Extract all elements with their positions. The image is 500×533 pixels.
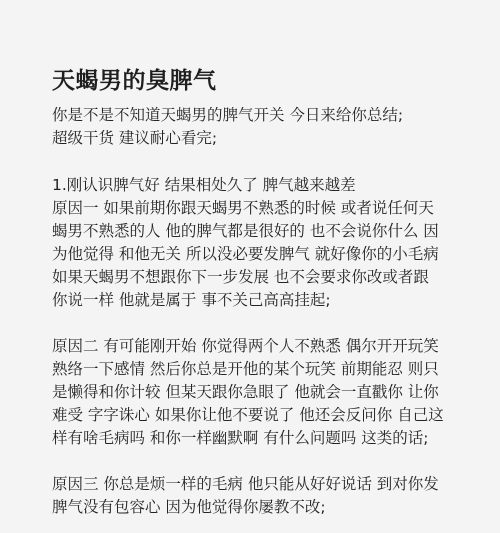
paragraph-line: 如果天蝎男不想跟你下一步发展 也不会要求你改或者跟 [52,268,429,286]
paragraph-line: 原因二 有可能刚开始 你觉得两个人不熟悉 偶尔开开玩笑 [52,337,439,355]
intro-line: 你是不是不知道天蝎男的脾气开关 今日来给你总结; [52,106,404,124]
paragraph-line: 为他觉得 和他无关 所以没必要发脾气 就好像你的小毛病 [52,245,439,263]
paragraph-line: 原因一 如果前期你跟天蝎男不熟悉的时候 或者说任何天 [52,199,434,217]
paragraph-line: 你说一样 他就是属于 事不关己高高挂起; [52,291,331,309]
paragraph-line: 难受 字字诛心 如果你让他不要说了 他还会反问你 自己这 [52,406,444,424]
paragraph-line: 样有啥毛病吗 和你一样幽默啊 有什么问题吗 这类的话; [52,429,429,447]
intro-line: 超级干货 建议耐心看完; [52,129,218,147]
paragraph-line: 脾气没有包容心 因为他觉得你屡教不改; [52,498,326,516]
section-heading: 1.刚认识脾气好 结果相处久了 脾气越来越差 [52,176,356,194]
article-intro [52,104,470,150]
paragraph-line: 是懒得和你计较 但某天跟你急眼了 他就会一直戳你 让你 [52,383,439,401]
paragraph-line: 原因三 你总是烦一样的毛病 他只能从好好说话 到对你发 [52,475,439,493]
paragraph-line: 熟络一下感情 然后你总是开他的某个玩笑 前期能忍 则只 [52,360,439,378]
article-title: 天蝎男的臭脾气 [52,68,217,94]
paragraph-line: 蝎男不熟悉的人 他的脾气都是很好的 也不会说你什么 因 [52,222,439,240]
section-reason-one [52,174,470,312]
section-reason-three [52,473,470,519]
section-reason-two [52,335,470,450]
